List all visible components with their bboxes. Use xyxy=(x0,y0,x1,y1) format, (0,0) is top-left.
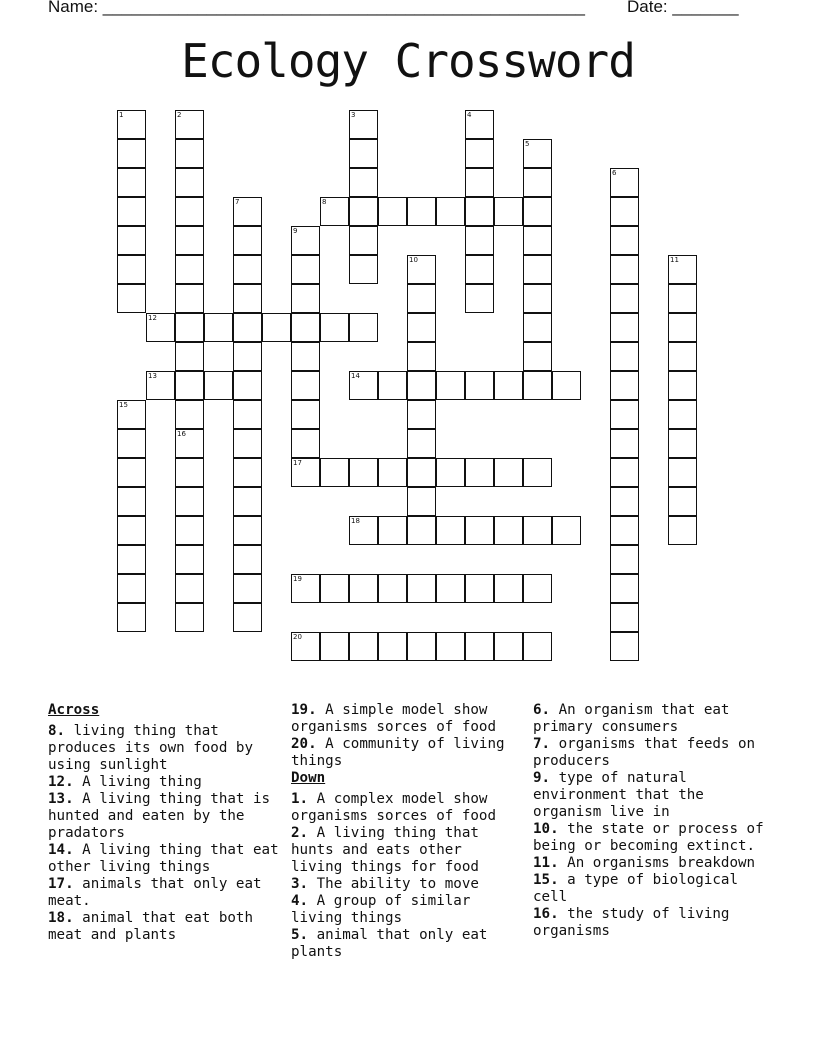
grid-cell[interactable] xyxy=(175,487,204,516)
grid-cell[interactable] xyxy=(320,313,349,342)
cell-number: 4 xyxy=(467,111,472,119)
clue-number: 14. xyxy=(48,842,74,858)
clue-down-16 xyxy=(533,906,773,940)
clue-number: 11. xyxy=(533,855,559,871)
grid-cell[interactable] xyxy=(668,313,697,342)
grid-cell[interactable] xyxy=(436,516,465,545)
clue-across-12 xyxy=(48,774,288,791)
clue-text: A living thing that eat other living things xyxy=(48,842,279,875)
clue-text: A living thing that hunts and eats other living things for food xyxy=(291,825,479,875)
grid-cell[interactable] xyxy=(175,371,204,400)
grid-cell[interactable] xyxy=(349,574,378,603)
grid-cell[interactable] xyxy=(610,545,639,574)
grid-cell[interactable] xyxy=(465,632,494,661)
grid-cell[interactable] xyxy=(610,487,639,516)
clue-text: animal that eat both meat and plants xyxy=(48,910,253,943)
grid-cell[interactable] xyxy=(436,371,465,400)
grid-cell[interactable] xyxy=(117,603,146,632)
grid-cell[interactable] xyxy=(291,371,320,400)
grid-cell[interactable] xyxy=(668,371,697,400)
grid-cell[interactable] xyxy=(233,516,262,545)
grid-cell[interactable] xyxy=(175,400,204,429)
clue-down-10 xyxy=(533,821,773,855)
grid-cell[interactable] xyxy=(117,458,146,487)
grid-cell[interactable] xyxy=(610,429,639,458)
cell-number: 9 xyxy=(293,227,298,235)
clue-number: 10. xyxy=(533,821,559,837)
grid-cell[interactable] xyxy=(117,139,146,168)
grid-cell[interactable] xyxy=(117,574,146,603)
grid-cell[interactable] xyxy=(465,168,494,197)
grid-cell[interactable] xyxy=(436,197,465,226)
grid-cell[interactable] xyxy=(494,371,523,400)
grid-cell[interactable] xyxy=(320,574,349,603)
cell-number: 3 xyxy=(351,111,356,119)
grid-cell[interactable] xyxy=(552,516,581,545)
grid-cell[interactable] xyxy=(204,313,233,342)
grid-cell[interactable] xyxy=(523,168,552,197)
grid-cell[interactable] xyxy=(233,284,262,313)
clue-down-6 xyxy=(533,702,773,736)
grid-cell[interactable] xyxy=(349,458,378,487)
grid-cell[interactable] xyxy=(465,197,494,226)
cell-number: 2 xyxy=(177,111,182,119)
clue-number: 19. xyxy=(291,702,317,718)
grid-cell[interactable] xyxy=(175,226,204,255)
grid-cell[interactable] xyxy=(610,255,639,284)
clue-across-19 xyxy=(291,702,521,736)
clue-text: type of natural environment that the organism live in xyxy=(533,770,704,820)
grid-cell[interactable] xyxy=(291,313,320,342)
grid-cell[interactable] xyxy=(523,226,552,255)
grid-cell[interactable] xyxy=(523,342,552,371)
clue-down-1 xyxy=(291,791,521,825)
grid-cell[interactable] xyxy=(523,284,552,313)
grid-cell[interactable] xyxy=(494,632,523,661)
grid-cell[interactable] xyxy=(349,255,378,284)
grid-cell[interactable] xyxy=(610,342,639,371)
clue-across-13 xyxy=(48,791,288,842)
grid-cell[interactable] xyxy=(233,255,262,284)
grid-cell[interactable] xyxy=(407,313,436,342)
clue-down-5 xyxy=(291,927,521,961)
grid-cell[interactable] xyxy=(233,371,262,400)
grid-cell[interactable] xyxy=(117,226,146,255)
grid-cell[interactable] xyxy=(117,516,146,545)
cell-number: 1 xyxy=(119,111,124,119)
clue-text: A complex model show organisms sorces of food xyxy=(291,791,496,824)
clue-number: 13. xyxy=(48,791,74,807)
clue-text: A group of similar living things xyxy=(291,893,471,926)
grid-cell[interactable] xyxy=(610,516,639,545)
cell-number: 10 xyxy=(409,256,418,264)
clue-number: 5. xyxy=(291,927,309,943)
grid-cell[interactable] xyxy=(233,429,262,458)
grid-cell[interactable] xyxy=(465,574,494,603)
cell-number: 16 xyxy=(177,430,186,438)
grid-cell[interactable] xyxy=(436,458,465,487)
grid-cell[interactable] xyxy=(175,342,204,371)
clue-text: An organism that eat primary consumers xyxy=(533,702,730,735)
grid-cell[interactable] xyxy=(175,458,204,487)
clue-number: 7. xyxy=(533,736,551,752)
grid-cell[interactable] xyxy=(175,545,204,574)
clue-text: animal that only eat plants xyxy=(291,927,488,960)
grid-cell[interactable] xyxy=(407,574,436,603)
grid-cell[interactable] xyxy=(436,574,465,603)
grid-cell[interactable] xyxy=(291,284,320,313)
grid-cell[interactable] xyxy=(378,371,407,400)
clue-text: a type of biological cell xyxy=(533,872,738,905)
grid-cell[interactable] xyxy=(117,168,146,197)
grid-cell[interactable] xyxy=(233,574,262,603)
grid-cell[interactable] xyxy=(465,371,494,400)
grid-cell[interactable] xyxy=(494,197,523,226)
grid-cell[interactable] xyxy=(175,603,204,632)
grid-cell[interactable] xyxy=(523,255,552,284)
cell-number: 17 xyxy=(293,459,302,467)
clue-number: 2. xyxy=(291,825,309,841)
grid-cell[interactable] xyxy=(523,371,552,400)
grid-cell[interactable] xyxy=(233,458,262,487)
cell-number: 13 xyxy=(148,372,157,380)
grid-cell[interactable] xyxy=(407,487,436,516)
clue-text: A simple model show organisms sorces of food xyxy=(291,702,496,735)
clue-down-11 xyxy=(533,855,773,872)
clue-text: The ability to move xyxy=(308,876,479,892)
cell-number: 20 xyxy=(293,633,302,641)
cell-number: 15 xyxy=(119,401,128,409)
clue-across-8 xyxy=(48,723,288,774)
clue-number: 8. xyxy=(48,723,66,739)
clue-text: A community of living things xyxy=(291,736,505,769)
clue-text: animals that only eat meat. xyxy=(48,876,262,909)
clue-number: 1. xyxy=(291,791,309,807)
grid-cell[interactable] xyxy=(465,226,494,255)
grid-cell[interactable] xyxy=(291,255,320,284)
grid-cell[interactable] xyxy=(407,632,436,661)
grid-cell[interactable] xyxy=(233,545,262,574)
clue-number: 16. xyxy=(533,906,559,922)
grid-cell[interactable] xyxy=(523,197,552,226)
grid-cell[interactable] xyxy=(407,429,436,458)
clue-number: 15. xyxy=(533,872,559,888)
grid-cell[interactable] xyxy=(668,284,697,313)
across-heading: Across xyxy=(48,702,100,718)
grid-cell[interactable] xyxy=(552,371,581,400)
grid-cell[interactable] xyxy=(668,458,697,487)
grid-cell[interactable] xyxy=(349,226,378,255)
grid-cell[interactable] xyxy=(668,487,697,516)
clue-down-4 xyxy=(291,893,521,927)
grid-cell[interactable] xyxy=(175,139,204,168)
grid-cell[interactable] xyxy=(407,342,436,371)
grid-cell[interactable] xyxy=(668,342,697,371)
clue-across-17 xyxy=(48,876,288,910)
clue-number: 4. xyxy=(291,893,309,909)
clue-number: 18. xyxy=(48,910,74,926)
clue-text: A living thing xyxy=(73,774,202,790)
clue-across-20 xyxy=(291,736,521,770)
cell-number: 12 xyxy=(148,314,157,322)
grid-cell[interactable] xyxy=(378,574,407,603)
clue-text: organisms that feeds on producers xyxy=(533,736,756,769)
grid-cell[interactable] xyxy=(233,226,262,255)
grid-cell[interactable] xyxy=(610,197,639,226)
grid-cell[interactable] xyxy=(349,168,378,197)
grid-cell[interactable] xyxy=(465,284,494,313)
cell-number: 11 xyxy=(670,256,679,264)
grid-cell[interactable] xyxy=(610,371,639,400)
grid-cell[interactable] xyxy=(668,400,697,429)
grid-cell[interactable] xyxy=(233,400,262,429)
grid-cell[interactable] xyxy=(407,371,436,400)
grid-cell[interactable] xyxy=(117,429,146,458)
grid-cell[interactable] xyxy=(175,313,204,342)
clue-text: An organisms breakdown xyxy=(558,855,756,871)
grid-cell[interactable] xyxy=(175,284,204,313)
grid-cell[interactable] xyxy=(175,197,204,226)
clue-column-3 xyxy=(533,702,773,955)
clue-number: 12. xyxy=(48,774,74,790)
clue-across-14 xyxy=(48,842,288,876)
grid-cell[interactable] xyxy=(349,139,378,168)
grid-cell[interactable] xyxy=(233,342,262,371)
grid-cell[interactable] xyxy=(320,632,349,661)
grid-cell[interactable] xyxy=(349,313,378,342)
grid-cell[interactable] xyxy=(349,197,378,226)
clue-across-18 xyxy=(48,910,288,944)
grid-cell[interactable] xyxy=(610,226,639,255)
grid-cell[interactable] xyxy=(349,632,378,661)
grid-cell[interactable] xyxy=(262,313,291,342)
clue-number: 20. xyxy=(291,736,317,752)
grid-cell[interactable] xyxy=(610,458,639,487)
clue-number: 9. xyxy=(533,770,551,786)
down-heading: Down xyxy=(291,770,326,786)
clue-down-2 xyxy=(291,825,521,876)
clue-text: living thing that produces its own food by using sunlight xyxy=(48,723,253,773)
grid-cell[interactable] xyxy=(320,458,349,487)
grid-cell[interactable] xyxy=(378,632,407,661)
grid-cell[interactable] xyxy=(523,632,552,661)
clue-column-2 xyxy=(291,702,521,961)
grid-cell[interactable] xyxy=(291,429,320,458)
grid-cell[interactable] xyxy=(378,197,407,226)
grid-cell[interactable] xyxy=(175,516,204,545)
clue-down-9 xyxy=(533,770,773,821)
cell-number: 19 xyxy=(293,575,302,583)
cell-number: 8 xyxy=(322,198,327,206)
grid-cell[interactable] xyxy=(523,313,552,342)
grid-cell[interactable] xyxy=(610,284,639,313)
grid-cell[interactable] xyxy=(378,516,407,545)
grid-cell[interactable] xyxy=(117,197,146,226)
cell-number: 14 xyxy=(351,372,360,380)
clue-number: 3. xyxy=(291,876,309,892)
grid-cell[interactable] xyxy=(523,516,552,545)
cell-number: 6 xyxy=(612,169,617,177)
date-field[interactable]: Date: _______ xyxy=(627,0,739,16)
grid-cell[interactable] xyxy=(407,458,436,487)
grid-cell[interactable] xyxy=(175,255,204,284)
grid-cell[interactable] xyxy=(436,632,465,661)
grid-cell[interactable] xyxy=(668,516,697,545)
cell-number: 7 xyxy=(235,198,240,206)
grid-cell[interactable] xyxy=(465,139,494,168)
grid-cell[interactable] xyxy=(233,313,262,342)
clue-text: the state or process of being or becoming extinct. xyxy=(533,821,764,854)
grid-cell[interactable] xyxy=(494,574,523,603)
grid-cell[interactable] xyxy=(117,255,146,284)
grid-cell[interactable] xyxy=(407,284,436,313)
cell-number: 18 xyxy=(351,517,360,525)
cell-number: 5 xyxy=(525,140,530,148)
page-title: Ecology Crossword xyxy=(181,34,635,88)
grid-cell[interactable] xyxy=(233,487,262,516)
grid-cell[interactable] xyxy=(407,400,436,429)
grid-cell[interactable] xyxy=(291,400,320,429)
grid-cell[interactable] xyxy=(523,458,552,487)
grid-cell[interactable] xyxy=(175,574,204,603)
clue-text: the study of living organisms xyxy=(533,906,730,939)
grid-cell[interactable] xyxy=(117,487,146,516)
grid-cell[interactable] xyxy=(117,284,146,313)
grid-cell[interactable] xyxy=(407,197,436,226)
grid-cell[interactable] xyxy=(610,400,639,429)
clue-text: A living thing that is hunted and eaten by the pradators xyxy=(48,791,271,841)
grid-cell[interactable] xyxy=(465,255,494,284)
grid-cell[interactable] xyxy=(233,603,262,632)
grid-cell[interactable] xyxy=(407,516,436,545)
grid-cell[interactable] xyxy=(175,168,204,197)
grid-cell[interactable] xyxy=(494,516,523,545)
grid-cell[interactable] xyxy=(610,603,639,632)
grid-cell[interactable] xyxy=(378,458,407,487)
grid-cell[interactable] xyxy=(610,574,639,603)
clue-down-15 xyxy=(533,872,773,906)
clue-number: 17. xyxy=(48,876,74,892)
grid-cell[interactable] xyxy=(465,516,494,545)
grid-cell[interactable] xyxy=(668,429,697,458)
grid-cell[interactable] xyxy=(465,458,494,487)
name-field[interactable]: Name: ___________________________________________________ xyxy=(48,0,585,16)
grid-cell[interactable] xyxy=(610,313,639,342)
clue-down-7 xyxy=(533,736,773,770)
grid-cell[interactable] xyxy=(204,371,233,400)
grid-cell[interactable] xyxy=(117,545,146,574)
clue-down-3 xyxy=(291,876,521,893)
grid-cell[interactable] xyxy=(494,458,523,487)
grid-cell[interactable] xyxy=(523,574,552,603)
clue-number: 6. xyxy=(533,702,551,718)
clue-column-1 xyxy=(48,702,288,944)
grid-cell[interactable] xyxy=(291,342,320,371)
grid-cell[interactable] xyxy=(610,632,639,661)
